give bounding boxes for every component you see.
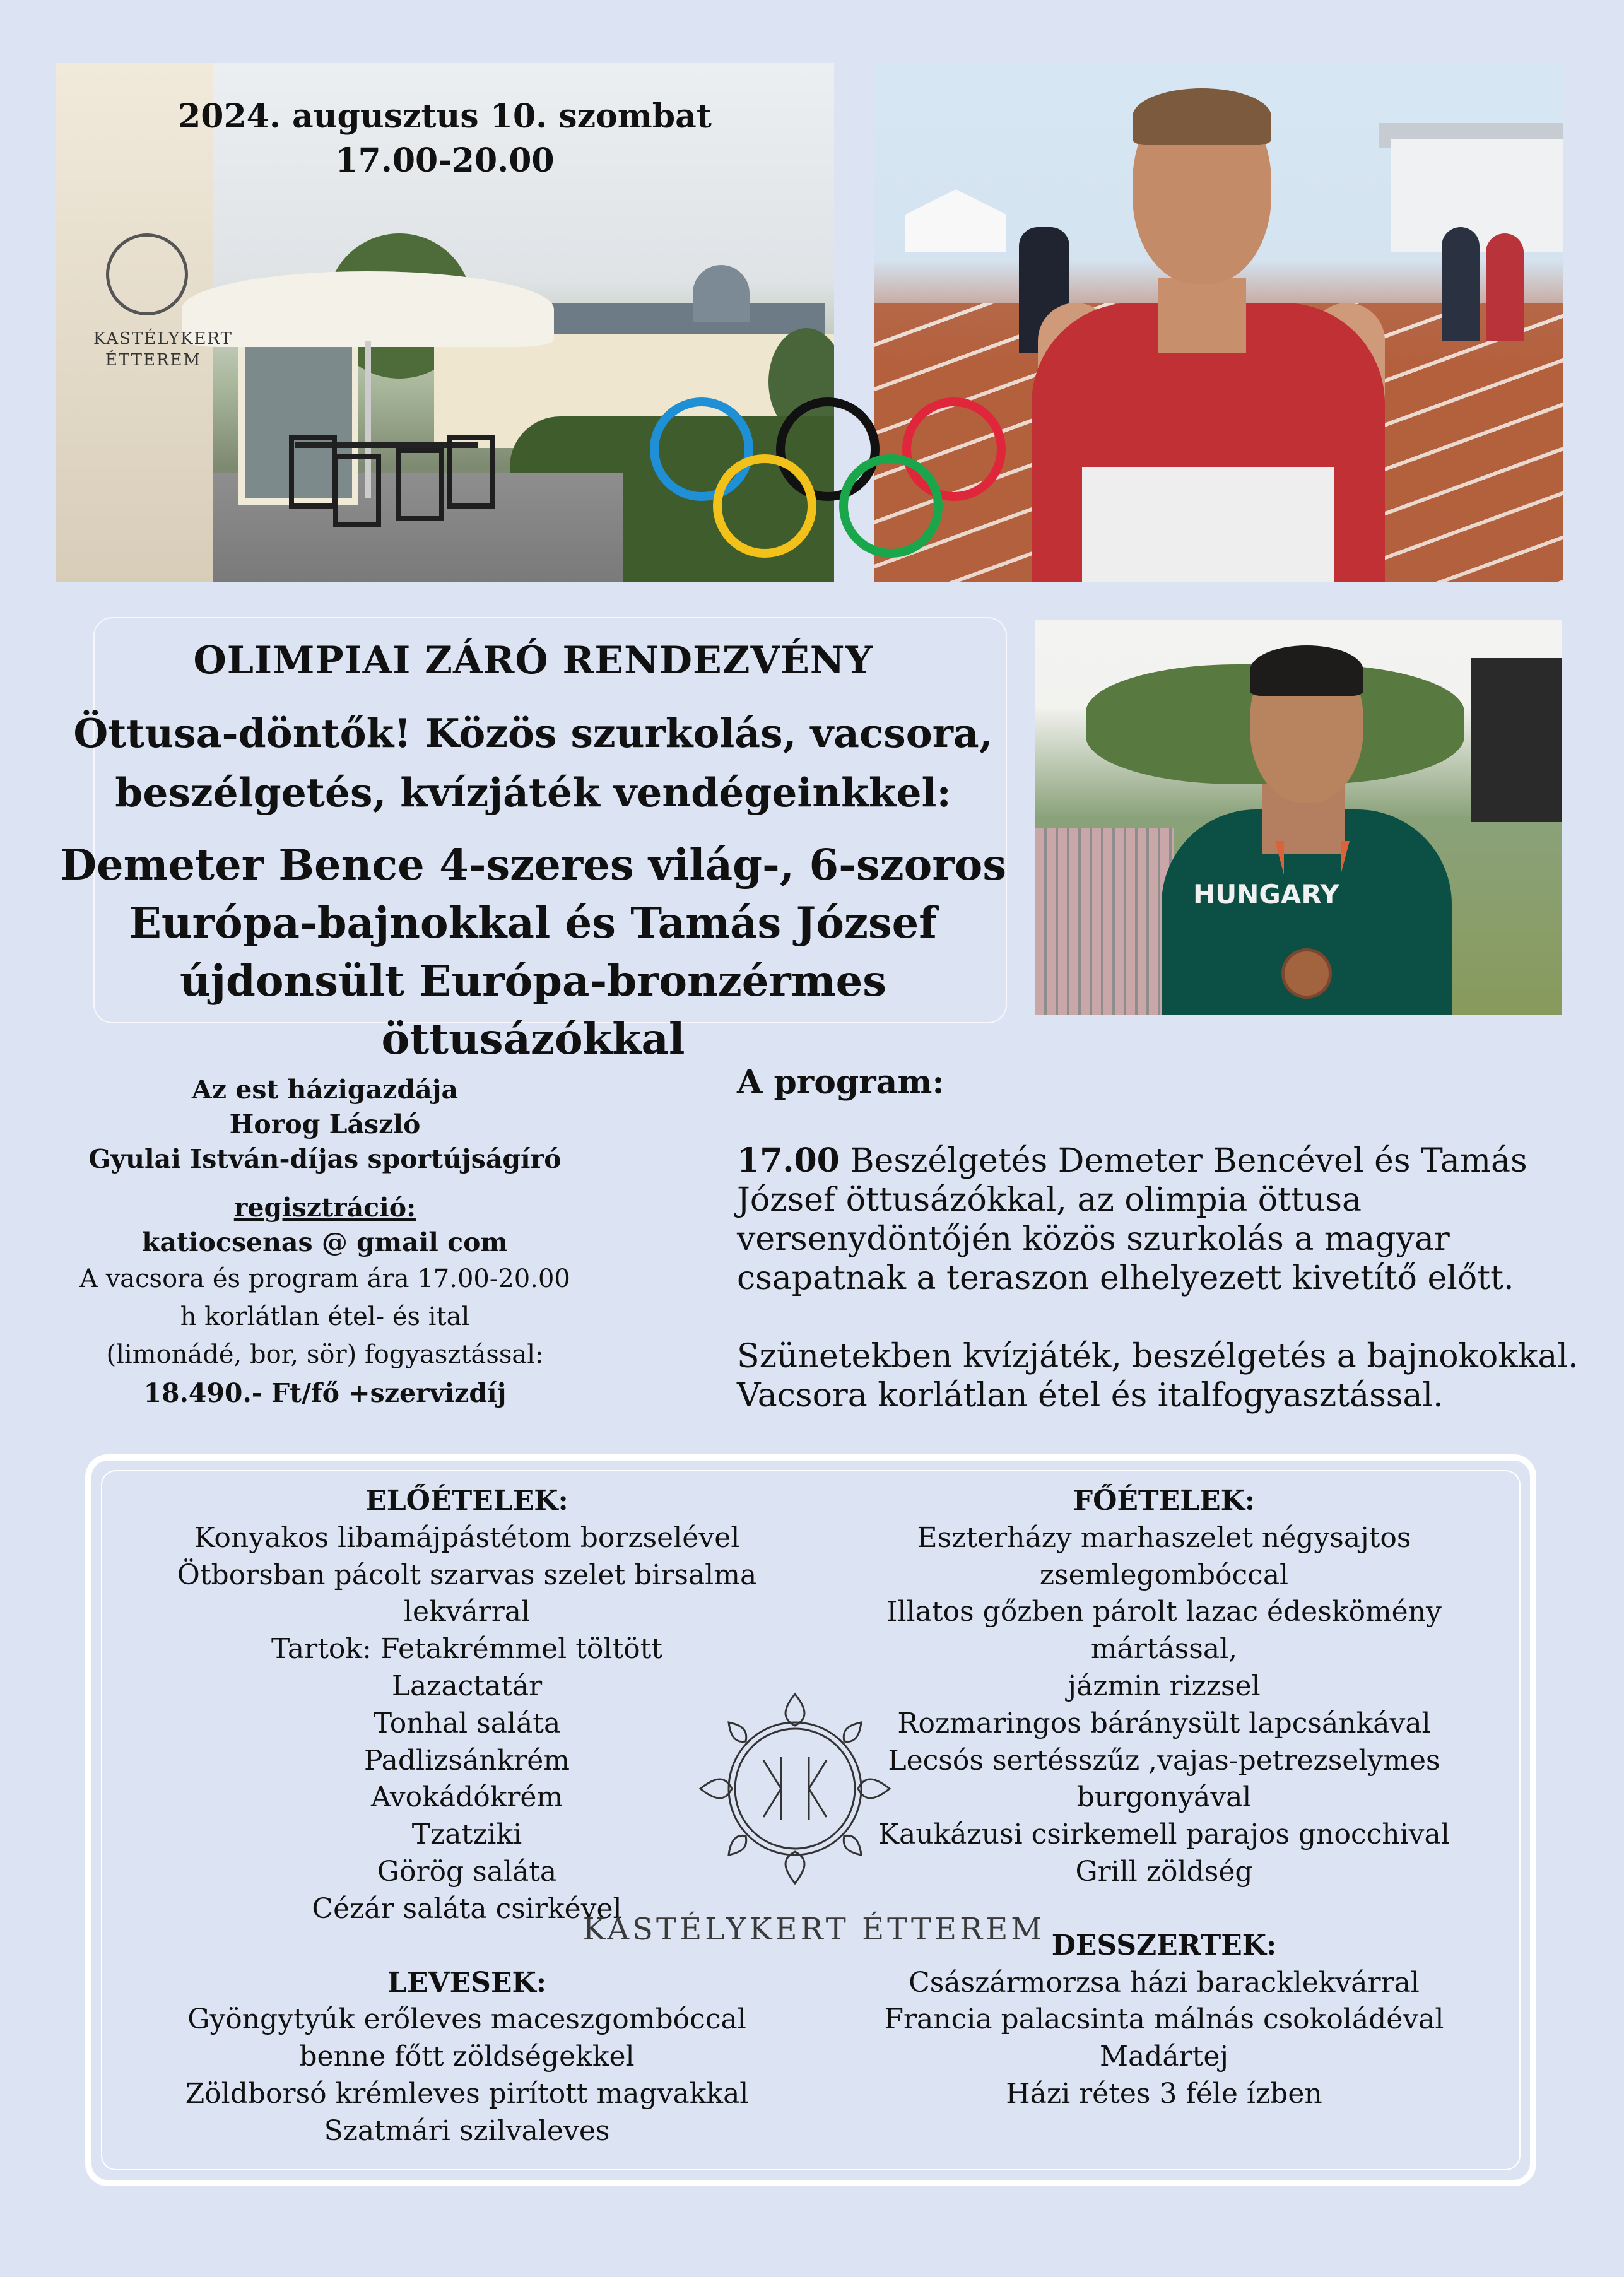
- host-block: [63, 1073, 587, 1413]
- menu-item: Lecsós sertésszűz ,vajas-petrezselymes: [888, 1744, 1440, 1777]
- menu-item: zsemlegombóccal: [1039, 1558, 1289, 1591]
- event-guests: [50, 836, 1016, 1068]
- menu-item: Házi rétes 3 féle ízben: [1006, 2077, 1322, 2110]
- program-time: 17.00: [737, 1141, 840, 1180]
- umbrella: [182, 271, 554, 347]
- menu-item: Tartok: Fetakrémmel töltött: [271, 1633, 662, 1666]
- menu-item: Szatmári szilvaleves: [324, 2114, 610, 2147]
- host-line: Az est házigazdája: [191, 1074, 459, 1105]
- ring-yellow-icon: [713, 454, 816, 558]
- stadium-stand: [1391, 139, 1563, 252]
- manor-dome: [693, 265, 750, 322]
- menu-item: Gyöngytyúk erőleves maceszgombóccal: [187, 2003, 746, 2036]
- program-paragraph-1: [737, 1142, 1527, 1297]
- castle-sign-line: KASTÉLYKERT: [93, 329, 233, 348]
- menu-item: Tonhal saláta: [373, 1707, 561, 1739]
- event-guests-line: Európa-bajnokkal és Tamás József: [129, 898, 938, 948]
- event-guests-line: Demeter Bence 4-szeres világ-, 6-szoros: [59, 840, 1007, 890]
- menu-item: Illatos gőzben párolt lazac édeskömény: [886, 1596, 1442, 1628]
- ring-green-icon: [839, 454, 943, 558]
- menu-item: Tzatziki: [411, 1818, 522, 1851]
- menu-item: mártással,: [1090, 1633, 1238, 1666]
- price-value: 18.490.- Ft/fő +szervizdíj: [143, 1378, 507, 1408]
- chair: [333, 454, 381, 527]
- menu-item: Lazactatár: [391, 1669, 543, 1702]
- starters-title: ELŐÉTELEK:: [365, 1485, 568, 1517]
- menu-item: Császármorzsa házi baracklekvárral: [909, 1966, 1420, 1999]
- athlete-hair: [1250, 645, 1363, 696]
- menu-item: Cézár saláta csirkével: [312, 1892, 622, 1925]
- background-person: [1486, 233, 1524, 341]
- menu-item: Grill zöldség: [1075, 1855, 1253, 1888]
- soups-title: LEVESEK:: [387, 1966, 546, 1999]
- menu-item: lekvárral: [403, 1596, 531, 1628]
- host-name: Horog László: [229, 1109, 421, 1139]
- mains-title: FŐÉTELEK:: [1073, 1485, 1256, 1517]
- menu-item: Zöldborsó krémleves pirított magvakkal: [185, 2077, 749, 2110]
- program-block: [737, 1063, 1608, 1415]
- menu-item: Avokádókrém: [370, 1781, 563, 1814]
- castle-sign: [93, 328, 233, 371]
- chair: [289, 435, 337, 509]
- event-date: 2024. augusztus 10. szombat: [178, 97, 712, 136]
- menu-item: Padlizsánkrém: [364, 1744, 570, 1777]
- event-subtitle: [50, 703, 1016, 822]
- program-title: A program:: [737, 1063, 944, 1102]
- athlete-singlet-lower: [1082, 467, 1334, 582]
- event-subtitle-line: beszélgetés, kvízjáték vendégeinkkel:: [115, 769, 951, 816]
- restaurant-logo-icon: [106, 233, 188, 315]
- athlete-neck: [1158, 278, 1246, 353]
- restaurant-emblem-icon: [688, 1681, 902, 1896]
- event-title: OLIMPIAI ZÁRÓ RENDEZVÉNY: [193, 638, 873, 683]
- program-text-1: Beszélgetés Demeter Bencével és Tamás József öttusázókkal, az olimpia öttusa versenydöntőjén közös szurkolás a magyar csapatnak a teraszon elhelyezett kivetítő előtt.: [737, 1142, 1527, 1297]
- stage-structure: [1471, 658, 1562, 822]
- tent: [905, 189, 1006, 252]
- menu-item: Madártej: [1099, 2040, 1229, 2073]
- castle-sign-line: ÉTTEREM: [105, 351, 202, 370]
- event-time: 17.00-20.00: [335, 141, 555, 180]
- event-guests-line: újdonsült Európa-bronzérmes öttusázókkal: [180, 956, 886, 1064]
- restaurant-name: KASTÉLYKERT ÉTTEREM: [582, 1912, 1045, 1947]
- event-date-block: [56, 95, 834, 183]
- event-subtitle-line: Öttusa-döntők! Közös szurkolás, vacsora,: [73, 710, 993, 756]
- menu-item: Rozmaringos báránysült lapcsánkával: [897, 1707, 1431, 1739]
- menu-right-column: [849, 1483, 1480, 2113]
- menu-item: burgonyával: [1076, 1781, 1252, 1814]
- chair: [447, 435, 495, 509]
- fence: [1035, 828, 1174, 1015]
- price-line: A vacsora és program ára 17.00-20.00: [79, 1264, 570, 1293]
- menu-item: benne főtt zöldségekkel: [299, 2040, 635, 2073]
- host-title: Gyulai István-díjas sportújságíró: [88, 1144, 562, 1174]
- chair: [396, 448, 444, 521]
- athlete-photo-tamas: [1035, 620, 1562, 1015]
- menu-item: Eszterházy marhaszelet négysajtos: [917, 1521, 1411, 1554]
- athlete-hair: [1133, 88, 1271, 145]
- registration-label: regisztráció:: [233, 1192, 416, 1223]
- menu-item: Görög saláta: [377, 1855, 557, 1888]
- bronze-medal-icon: [1281, 948, 1332, 999]
- menu-item: Konyakos libamájpástétom borzselével: [194, 1521, 740, 1554]
- jersey-text: HUNGARY: [1193, 879, 1339, 910]
- olympic-rings-icon: [650, 397, 1028, 580]
- program-paragraph-2: Szünetekben kvízjáték, beszélgetés a bajnokokkal. Vacsora korlátlan étel és italfogyasztással.: [737, 1338, 1579, 1415]
- price-line: (limonádé, bor, sör) fogyasztással:: [106, 1340, 544, 1369]
- desserts-title: DESSZERTEK:: [1051, 1929, 1277, 1962]
- menu-item: Ötborsban pácolt szarvas szelet birsalma: [177, 1558, 757, 1591]
- registration-email[interactable]: katiocsenas @ gmail com: [142, 1227, 508, 1257]
- menu-item: Kaukázusi csirkemell parajos gnocchival: [878, 1818, 1450, 1851]
- menu-item: Francia palacsinta málnás csokoládéval: [884, 2003, 1444, 2036]
- price-line: h korlátlan étel- és ital: [180, 1302, 470, 1331]
- background-person: [1442, 227, 1480, 341]
- menu-item: jázmin rizzsel: [1068, 1669, 1261, 1702]
